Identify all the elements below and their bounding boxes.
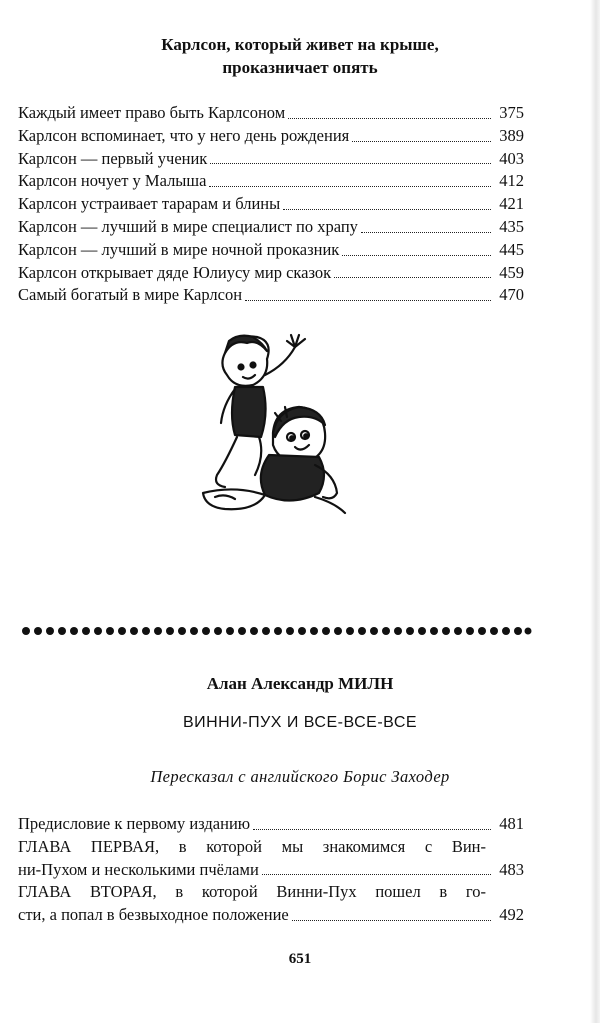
toc-entry-page: 375 — [499, 103, 524, 122]
dot-leader — [352, 141, 491, 142]
toc-entry-page: 483 — [499, 859, 524, 879]
toc-entry-page: 459 — [499, 262, 524, 282]
toc-entry-page: 492 — [499, 905, 524, 925]
toc-entry-title-line1: ГЛАВА ВТОРАЯ, в которой Винни-Пух пошел в го- — [18, 882, 486, 902]
toc-entry[interactable] — [18, 193, 524, 216]
section-heading-karlsson — [0, 33, 600, 79]
toc-entry-title: Карлсон вспоминает, что у него день рождения — [18, 125, 350, 145]
toc-karlsson — [18, 102, 524, 307]
heading-line-1: Карлсон, который живет на крыше, — [161, 35, 439, 54]
toc-entry[interactable] — [18, 284, 524, 307]
dot-leader — [288, 118, 491, 119]
toc-entry-page: 412 — [499, 171, 524, 191]
toc-entry-title: Карлсон — первый ученик — [18, 148, 208, 168]
dot-leader — [334, 277, 491, 278]
toc-entry[interactable] — [18, 813, 524, 836]
toc-entry[interactable] — [18, 262, 524, 285]
toc-entry[interactable] — [18, 239, 524, 262]
toc-entry-title: Карлсон — лучший в мире ночной проказник — [18, 239, 340, 259]
dot-leader — [262, 874, 491, 875]
translator-credit: Пересказал с английского Борис Заходер — [150, 767, 450, 786]
toc-entry[interactable] — [18, 102, 524, 125]
ornament-divider — [20, 624, 532, 638]
toc-entry-page: 421 — [499, 194, 524, 214]
toc-entry-title: Карлсон — лучший в мире специалист по храпу — [18, 216, 358, 236]
toc-entry[interactable] — [18, 170, 524, 193]
author-name: Алан Александр МИЛН — [206, 674, 394, 693]
dot-leader — [361, 232, 491, 233]
toc-entry-page: 435 — [499, 216, 524, 236]
dot-leader — [253, 829, 491, 830]
toc-entry-title: Карлсон открывает дяде Юлиусу мир сказок — [18, 262, 332, 282]
toc-winnie — [18, 813, 524, 927]
toc-entry-title: Карлсон устраивает тарарам и блины — [18, 194, 281, 214]
toc-entry[interactable] — [18, 836, 524, 882]
toc-entry-title: Самый богатый в мире Карлсон — [18, 285, 243, 305]
toc-entry-title: Карлсон ночует у Малыша — [18, 171, 207, 191]
dot-leader — [342, 255, 491, 256]
dot-leader — [283, 209, 491, 210]
toc-entry-page: 470 — [499, 285, 524, 305]
dot-leader — [245, 300, 491, 301]
toc-entry-title: Предисловие к первому изданию — [18, 814, 251, 833]
karlsson-and-kid-illustration — [195, 325, 365, 525]
toc-entry-title-line1: ГЛАВА ПЕРВАЯ, в которой мы знакомимся с Вин- — [18, 836, 486, 856]
book-title: ВИННИ-ПУХ И ВСЕ-ВСЕ-ВСЕ — [182, 714, 418, 731]
page-number: 651 — [288, 951, 312, 967]
dot-leader — [209, 186, 491, 187]
toc-entry-page: 403 — [499, 148, 524, 168]
toc-entry[interactable] — [18, 216, 524, 239]
page-edge-shadow — [590, 0, 600, 1023]
toc-entry-page: 389 — [499, 125, 524, 145]
toc-entry-title: Каждый имеет право быть Карлсоном — [18, 103, 286, 122]
toc-entry[interactable] — [18, 881, 524, 927]
dot-leader — [210, 163, 491, 164]
toc-entry-page: 481 — [499, 814, 524, 833]
toc-entry-page: 445 — [499, 239, 524, 259]
heading-line-2: проказничает опять — [222, 58, 378, 77]
toc-entry[interactable] — [18, 148, 524, 171]
dot-leader — [292, 920, 491, 921]
toc-entry[interactable] — [18, 125, 524, 148]
toc-entry-title-line2: сти, а попал в безвыходное положение — [18, 905, 289, 925]
toc-entry-title-line2: ни-Пухом и несколькими пчёлами — [18, 859, 259, 879]
